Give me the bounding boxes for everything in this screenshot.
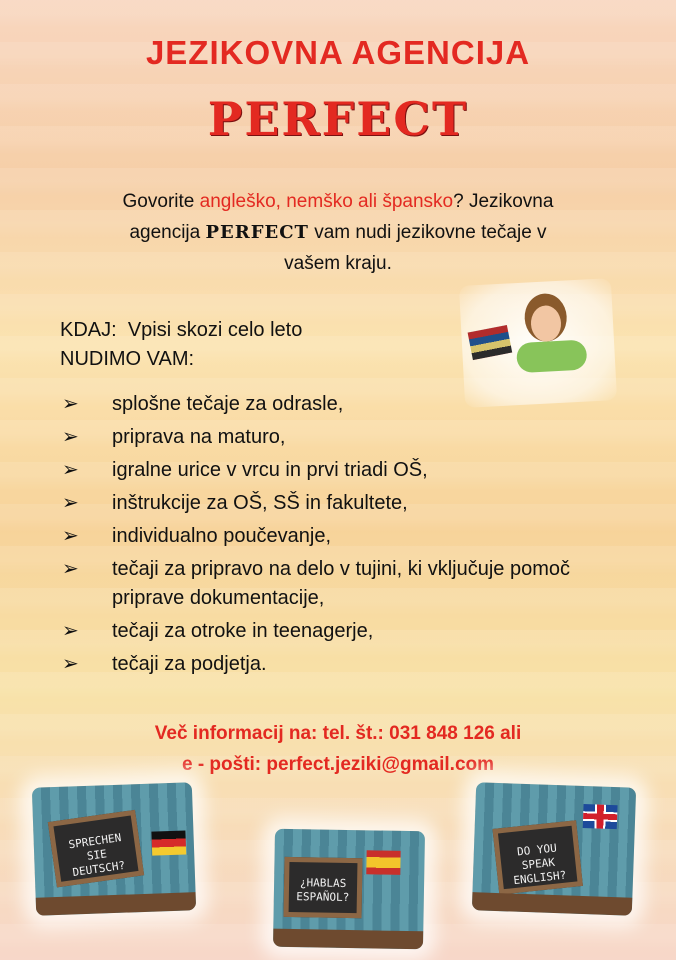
german-chalkboard: SPRECHEN SIE DEUTSCH?	[48, 810, 144, 888]
desk-image	[273, 929, 423, 950]
when-label: KDAJ:	[60, 319, 117, 341]
spanish-flag-icon	[366, 850, 400, 875]
list-item	[62, 555, 622, 613]
intro-part-5: vašem kraju.	[284, 253, 392, 274]
list-item	[62, 522, 622, 551]
offer-text: tečaji za podjetja.	[112, 653, 267, 675]
arrow-bullet-icon: ➢	[62, 426, 79, 448]
offer-text: priprava na maturo,	[112, 426, 286, 448]
intro-brand: PERFECT	[205, 222, 309, 243]
list-item	[62, 617, 622, 646]
offers-list	[62, 390, 622, 683]
brand-name: PERFECT	[207, 92, 469, 146]
agency-title: JEZIKOVNA AGENCIJA	[145, 34, 531, 71]
student-face-image	[530, 305, 562, 343]
english-chalkboard: DO YOU SPEAK ENGLISH?	[492, 820, 582, 894]
intro-text	[70, 186, 606, 279]
student-photo	[459, 278, 617, 408]
desk-image	[472, 892, 633, 916]
arrow-bullet-icon: ➢	[62, 558, 79, 580]
info-block	[60, 316, 460, 374]
offer-text: igralne urice v vrcu in prvi triadi OŠ,	[112, 459, 428, 481]
book-stack-image	[468, 325, 513, 360]
list-item	[62, 650, 622, 679]
english-photo	[472, 782, 636, 916]
contact-email-line: e - pošti: perfect.jeziki@gmail.com	[181, 754, 495, 775]
german-flag-icon	[151, 830, 186, 855]
student-body-image	[516, 339, 587, 373]
intro-part-1: Govorite	[122, 191, 200, 212]
offer-text: individualno poučevanje,	[112, 525, 332, 547]
when-line	[60, 316, 460, 345]
intro-part-2: ? Jezikovna	[453, 191, 554, 212]
list-item	[62, 423, 622, 452]
uk-flag-icon	[583, 804, 618, 829]
spanish-chalkboard: ¿HABLAS ESPAÑOL?	[284, 857, 363, 918]
spanish-photo	[273, 829, 425, 950]
offer-text: inštrukcije za OŠ, SŠ in fakultete,	[112, 492, 408, 514]
arrow-bullet-icon: ➢	[62, 525, 79, 547]
intro-languages: angleško, nemško ali špansko	[199, 191, 454, 212]
list-item	[62, 489, 622, 518]
desk-image	[36, 892, 197, 916]
arrow-bullet-icon: ➢	[62, 653, 79, 675]
german-photo	[32, 782, 196, 916]
intro-part-4: vam nudi jezikovne tečaje v	[308, 222, 547, 243]
arrow-bullet-icon: ➢	[62, 492, 79, 514]
list-item	[62, 456, 622, 485]
offer-text: tečaji za pripravo na delo v tujini, ki vključuje pomoč priprave dokumentacije,	[112, 558, 570, 609]
offer-text: splošne tečaje za odrasle,	[112, 393, 344, 415]
intro-part-3: agencija	[129, 222, 206, 243]
contact-info	[0, 718, 676, 780]
when-value: Vpisi skozi celo leto	[127, 319, 303, 341]
arrow-bullet-icon: ➢	[62, 620, 79, 642]
arrow-bullet-icon: ➢	[62, 459, 79, 481]
offer-label: NUDIMO VAM:	[60, 348, 195, 370]
offer-text: tečaji za otroke in teenagerje,	[112, 620, 374, 642]
contact-phone-line: Več informacij na: tel. št.: 031 848 126 ali	[154, 723, 522, 744]
list-item	[62, 390, 622, 419]
arrow-bullet-icon: ➢	[62, 393, 79, 415]
